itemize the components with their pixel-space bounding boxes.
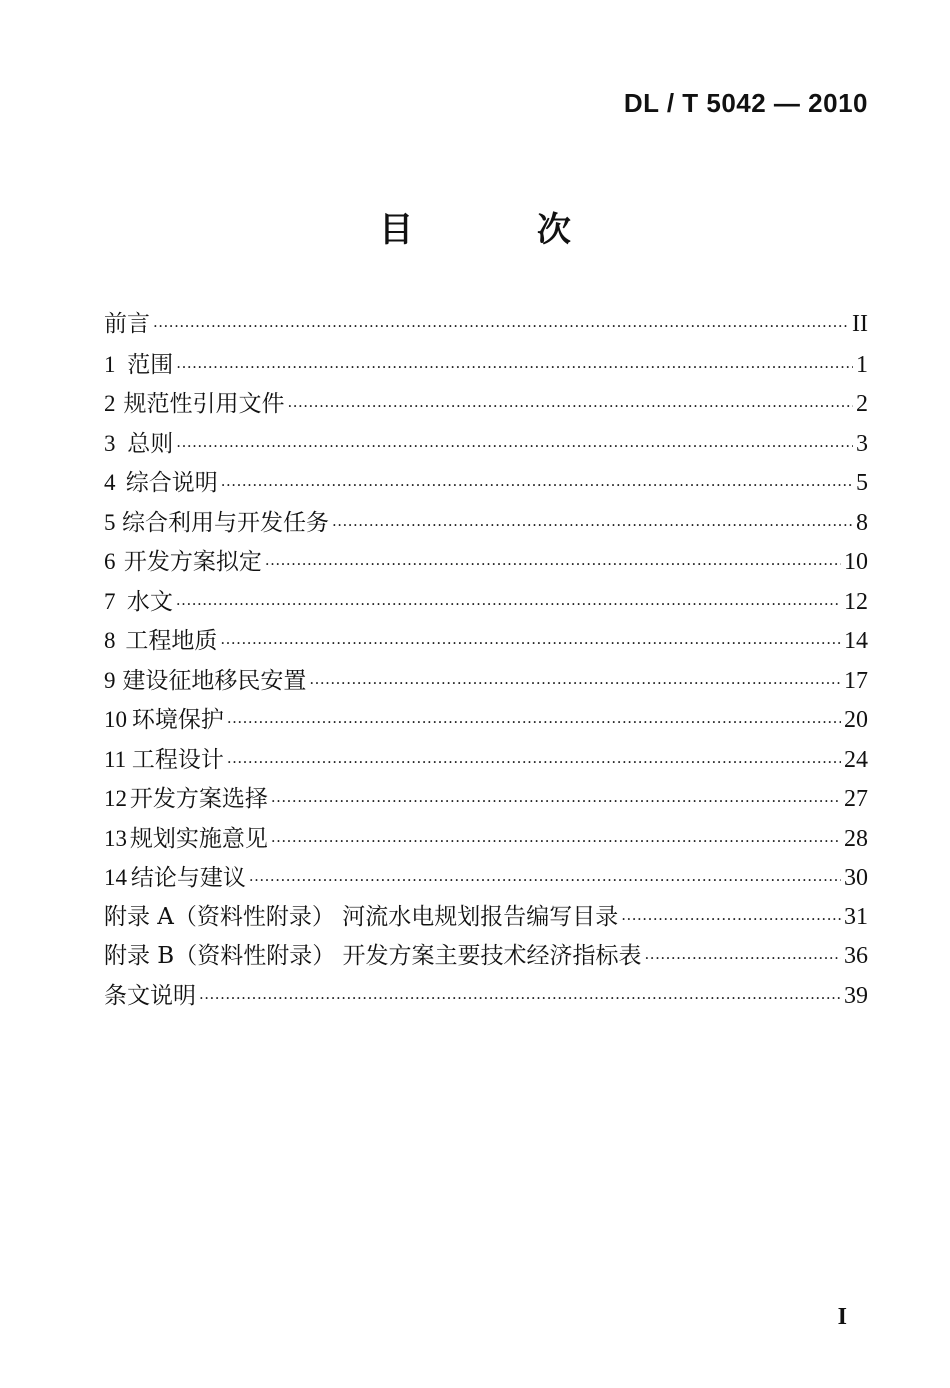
toc-leader-dots [271, 822, 841, 862]
toc-leader-dots [332, 506, 853, 546]
toc-leader-dots [287, 387, 853, 427]
toc-number: 12 [104, 786, 127, 811]
toc-entry-11[interactable] [104, 740, 868, 780]
toc-number: 5 [104, 509, 116, 535]
toc-label: 条文说明 [104, 982, 196, 1009]
toc-page-number: II [852, 311, 868, 337]
toc-number: 14 [104, 865, 127, 890]
toc-label: 附录 B（资料性附录） 开发方案主要技术经济指标表 [104, 943, 642, 969]
toc-label: 开发方案拟定 [123, 549, 262, 575]
toc-entry-appendix-a[interactable] [104, 898, 868, 938]
toc-number: 13 [104, 825, 127, 851]
toc-label: 工程设计 [131, 746, 224, 773]
toc-page-number: 10 [844, 549, 868, 575]
toc-page-number: 2 [856, 391, 868, 417]
toc-entry-preface[interactable] [104, 305, 868, 345]
toc-leader-dots [265, 545, 841, 585]
toc-entry-3[interactable] [104, 424, 868, 464]
toc-label: 前言 [104, 311, 150, 337]
toc-page-number: 14 [844, 628, 868, 654]
toc-number: 3 [104, 430, 116, 456]
toc-page-number: 30 [844, 865, 868, 891]
toc-label: 规划实施意见 [129, 825, 268, 852]
toc-page-number: 5 [856, 470, 868, 496]
toc-page-number: 39 [844, 982, 868, 1009]
toc-label: 综合说明 [125, 470, 218, 496]
toc-label: 附录 A（资料性附录） 河流水电规划报告编写目录 [104, 903, 619, 930]
toc-entry-9[interactable] [104, 661, 868, 701]
toc-label: 综合利用与开发任务 [121, 509, 329, 536]
toc-entry-4[interactable] [104, 463, 868, 503]
toc-label: 工程地质 [125, 628, 218, 654]
toc-leader-dots [621, 900, 841, 940]
toc-page-number: 24 [844, 746, 868, 773]
toc-leader-dots [176, 348, 853, 388]
toc-number: 10 [104, 707, 127, 732]
toc-leader-dots [221, 466, 853, 506]
toc-entry-1[interactable] [104, 345, 868, 385]
toc-page-number: 36 [844, 943, 868, 969]
toc-page-number: 28 [844, 825, 868, 852]
toc-entry-clause-explanation[interactable] [104, 977, 868, 1017]
toc-label: 环境保护 [131, 707, 224, 733]
toc-entry-appendix-b[interactable] [104, 937, 868, 977]
toc-entry-8[interactable] [104, 621, 868, 661]
toc-entry-2[interactable] [104, 384, 868, 424]
toc-number: 9 [104, 667, 116, 693]
toc-page-number: 1 [856, 351, 868, 378]
toc-entry-13[interactable] [104, 819, 868, 859]
toc-label: 水文 [126, 588, 173, 615]
toc-label: 建设征地移民安置 [122, 667, 307, 694]
toc-entry-12[interactable] [104, 779, 868, 819]
toc-page-number: 3 [856, 430, 868, 457]
toc-label: 规范性引用文件 [123, 391, 285, 417]
toc-leader-dots [220, 624, 841, 664]
toc-label: 总则 [127, 430, 174, 457]
toc-leader-dots [227, 743, 841, 783]
toc-entry-14[interactable] [104, 858, 868, 898]
toc-page-number: 8 [856, 509, 868, 536]
page-title: 目 次 [379, 210, 627, 250]
toc-label: 结论与建议 [130, 865, 246, 891]
toc-leader-dots [176, 427, 853, 467]
toc-leader-dots [176, 585, 841, 625]
toc-entry-10[interactable] [104, 700, 868, 740]
toc-leader-dots [309, 664, 841, 704]
toc-leader-dots [271, 782, 841, 822]
standard-code: DL / T 5042 — 2010 [623, 88, 868, 118]
toc-entry-5[interactable] [104, 503, 868, 543]
toc-leader-dots [199, 979, 841, 1019]
toc-entry-7[interactable] [104, 582, 868, 622]
toc-entry-6[interactable] [104, 542, 868, 582]
page-number: I [837, 1304, 847, 1330]
toc-number: 8 [104, 628, 116, 653]
toc-number: 11 [104, 746, 127, 772]
toc-label: 开发方案选择 [129, 786, 268, 812]
toc-page-number: 31 [844, 903, 868, 930]
table-of-contents [104, 305, 868, 1016]
toc-leader-dots [249, 861, 841, 901]
toc-page-number: 20 [844, 707, 868, 733]
toc-leader-dots [227, 703, 841, 743]
toc-number: 6 [104, 549, 116, 574]
toc-number: 7 [104, 588, 116, 614]
toc-page-number: 27 [844, 786, 868, 812]
toc-leader-dots [645, 939, 841, 979]
toc-number: 4 [104, 470, 116, 495]
toc-leader-dots [153, 307, 849, 347]
toc-number: 1 [104, 351, 116, 377]
toc-page-number: 12 [844, 588, 868, 615]
toc-label: 范围 [127, 351, 174, 378]
toc-page-number: 17 [844, 667, 868, 694]
toc-number: 2 [104, 391, 116, 416]
